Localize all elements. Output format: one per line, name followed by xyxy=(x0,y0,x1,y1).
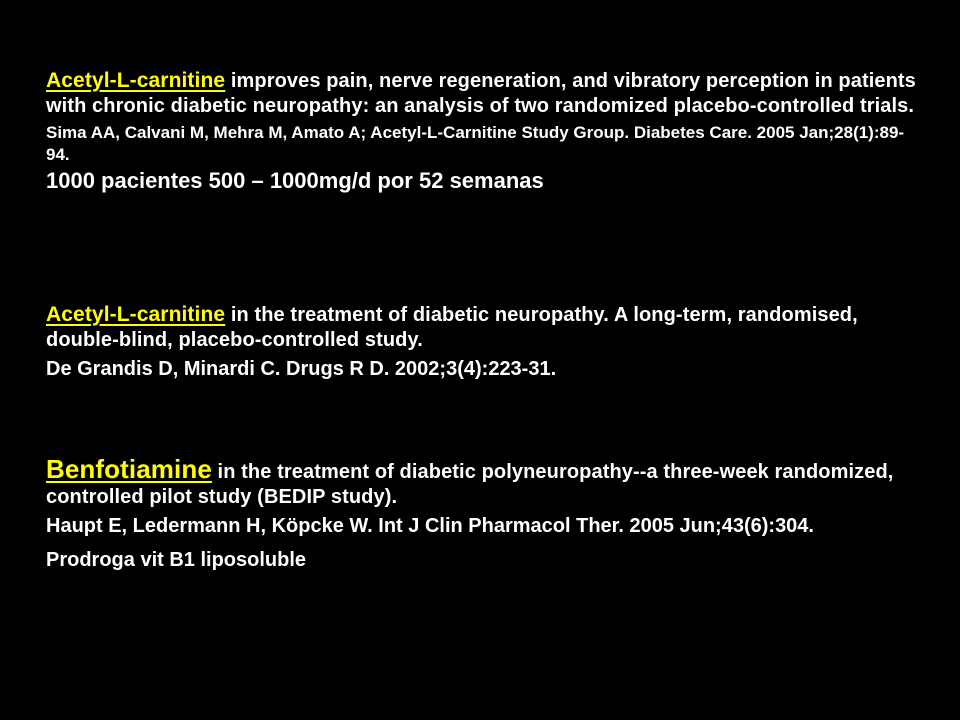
drug-name-link[interactable]: Acetyl-L-carnitine xyxy=(46,69,226,92)
reference-note: 1000 pacientes 500 – 1000mg/d por 52 semanas xyxy=(46,168,544,193)
reference-title xyxy=(46,68,926,119)
reference-title-text: in the treatment of diabetic neuropathy. A long-term, randomised, double-blind, placebo-controlled study. xyxy=(46,304,858,351)
reference-title xyxy=(46,454,926,510)
reference-citation: Haupt E, Ledermann H, Köpcke W. Int J Clin Pharmacol Ther. 2005 Jun;43(6):304. xyxy=(46,515,814,537)
reference-title-text: in the treatment of diabetic polyneuropathy--a three-week randomized, controlled pilot study (BEDIP study). xyxy=(46,461,894,508)
reference-note: Prodroga vit B1 liposoluble xyxy=(46,549,307,571)
drug-name-link[interactable]: Benfotiamine xyxy=(46,454,212,484)
reference-citation: Sima AA, Calvani M, Mehra M, Amato A; Acetyl-L-Carnitine Study Group. Diabetes Care. 2005 Jan;28(1):89-94. xyxy=(46,123,905,164)
reference-citation: De Grandis D, Minardi C. Drugs R D. 2002;3(4):223-31. xyxy=(46,358,557,380)
reference-acetyl-carnitine-sima xyxy=(46,68,926,194)
reference-benfotiamine-haupt xyxy=(46,454,926,573)
drug-name-link[interactable]: Acetyl-L-carnitine xyxy=(46,303,226,326)
reference-acetyl-carnitine-degrandis xyxy=(46,302,926,382)
reference-title xyxy=(46,302,926,353)
reference-title-text: improves pain, nerve regeneration, and vibratory perception in patients with chronic diabetic neuropathy: an analysis of two randomized placebo-controlled trials. xyxy=(46,70,916,117)
